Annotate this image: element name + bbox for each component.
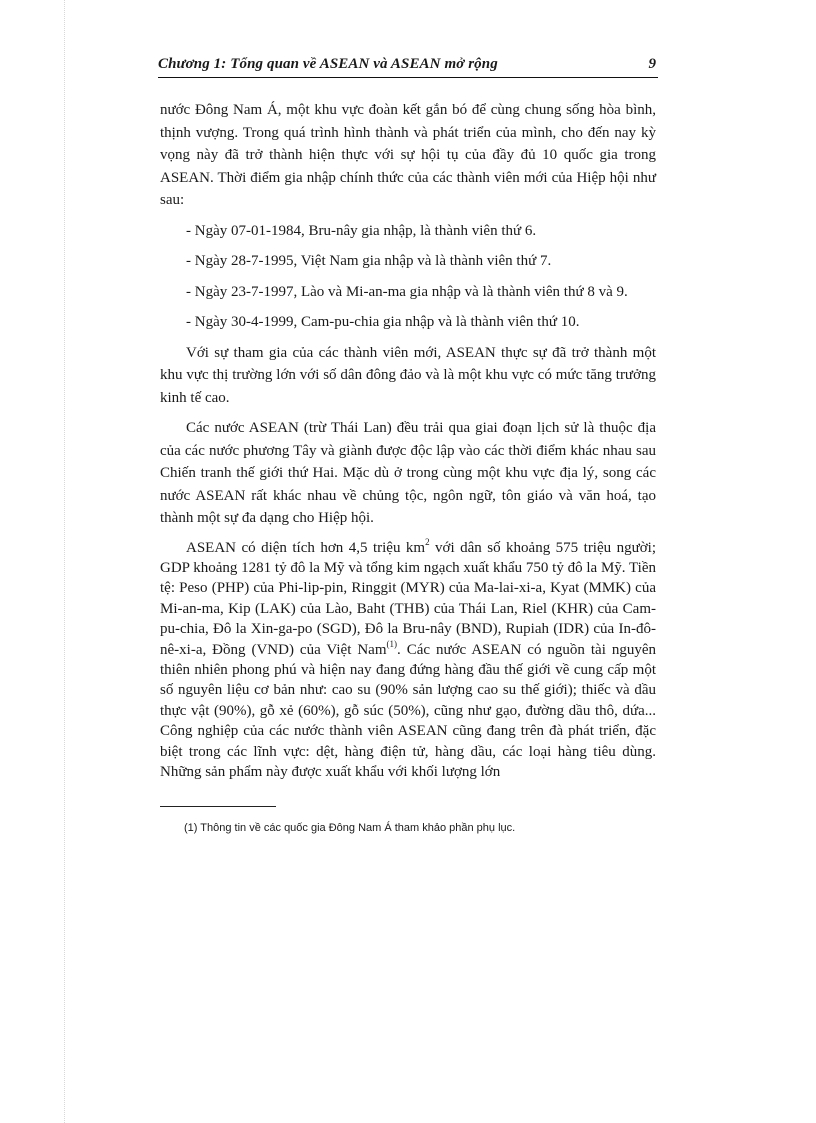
chapter-title: Chương 1: Tổng quan về ASEAN và ASEAN mở rộng bbox=[158, 56, 498, 72]
list-item: - Ngày 07-01-1984, Bru-nây gia nhập, là thành viên thứ 6. bbox=[186, 222, 537, 239]
paragraph-text: . Các nước ASEAN có nguồn tài nguyên thiên nhiên phong phú và hiện nay đang đứng hàng đầu thế giới về cung cấp một số nguyên liệu cơ bản như: cao su (90% sản lượng cao su thế giới); thiếc và dầu thực vật (90%), gỗ xẻ (60%), gỗ súc (50%), cũng như gạo, đường dầu thô, dứa... Công nghiệp của các nước thành viên ASEAN cũng đang trên đà phát triển, đặc biệt trong các lĩnh vực: dệt, hàng điện tử, hàng dầu, các loại hàng tiêu dùng. Những sản phẩm này được xuất khẩu với khối lượng lớn bbox=[160, 641, 656, 780]
footnote: (1) Thông tin về các quốc gia Đông Nam Á tham khảo phần phụ lục. bbox=[184, 822, 516, 834]
paragraph-text: ASEAN có diện tích hơn 4,5 triệu km bbox=[186, 539, 426, 556]
paragraph-continuation: nước Đông Nam Á, một khu vực đoàn kết gắn bó để cùng chung sống hòa bình, thịnh vượng. Trong quá trình hình thành và phát triển của mình, cho đến nay kỳ vọng này đã trở thành hiện thực với sự hội tụ của đầy đủ 10 quốc gia trong ASEAN. Thời điểm gia nhập chính thức của các thành viên mới của Hiệp hội như sau: bbox=[160, 102, 656, 208]
page-number: 9 bbox=[648, 56, 656, 72]
running-header bbox=[158, 56, 658, 76]
body-text bbox=[160, 99, 656, 782]
footnote-reference[interactable]: (1) bbox=[386, 638, 397, 649]
paragraph: Các nước ASEAN (trừ Thái Lan) đều trải qua giai đoạn lịch sử là thuộc địa của các nước phương Tây và giành được độc lập vào các thời điểm khác nhau sau Chiến tranh thế giới thứ Hai. Mặc dù ở trong cùng một khu vực địa lý, song các nước ASEAN rất khác nhau về chủng tộc, ngôn ngữ, tôn giáo và văn hoá, tạo thành một sự đa dạng cho Hiệp hội. bbox=[160, 420, 656, 526]
paragraph-text: với dân số khoảng 575 triệu người; GDP khoảng 1281 tỷ đô la Mỹ và tổng kim ngạch xuất khẩu 750 tỷ đô la Mỹ. Tiền tệ: Peso (PHP) của Phi-lip-pin, Ringgit (MYR) của Ma-lai-xi-a, Kyat (MMK) của Mi-an-ma, Kip (LAK) của Lào, Baht (THB) của Thái Lan, Riel (KHR) của Cam-pu-chia, Đô la Xin-ga-po (SGD), Đô la Bru-nây (BND), Rupiah (IDR) của In-đô-nê-xi-a, Đồng (VND) của Việt Nam bbox=[160, 539, 656, 658]
header-rule bbox=[158, 77, 658, 78]
list-item: - Ngày 30-4-1999, Cam-pu-chia gia nhập và là thành viên thứ 10. bbox=[186, 314, 580, 330]
paragraph: Với sự tham gia của các thành viên mới, ASEAN thực sự đã trở thành một khu vực thị trường lớn với số dân đông đảo và là một khu vực có mức tăng trưởng kinh tế cao. bbox=[160, 344, 656, 406]
list-item: - Ngày 28-7-1995, Việt Nam gia nhập và là thành viên thứ 7. bbox=[186, 253, 552, 269]
superscript: 2 bbox=[425, 536, 430, 547]
paragraph bbox=[160, 538, 656, 783]
list-item: - Ngày 23-7-1997, Lào và Mi-an-ma gia nhập và là thành viên thứ 8 và 9. bbox=[186, 283, 628, 300]
scan-margin-line bbox=[64, 0, 65, 1123]
footnote-separator bbox=[160, 806, 276, 807]
